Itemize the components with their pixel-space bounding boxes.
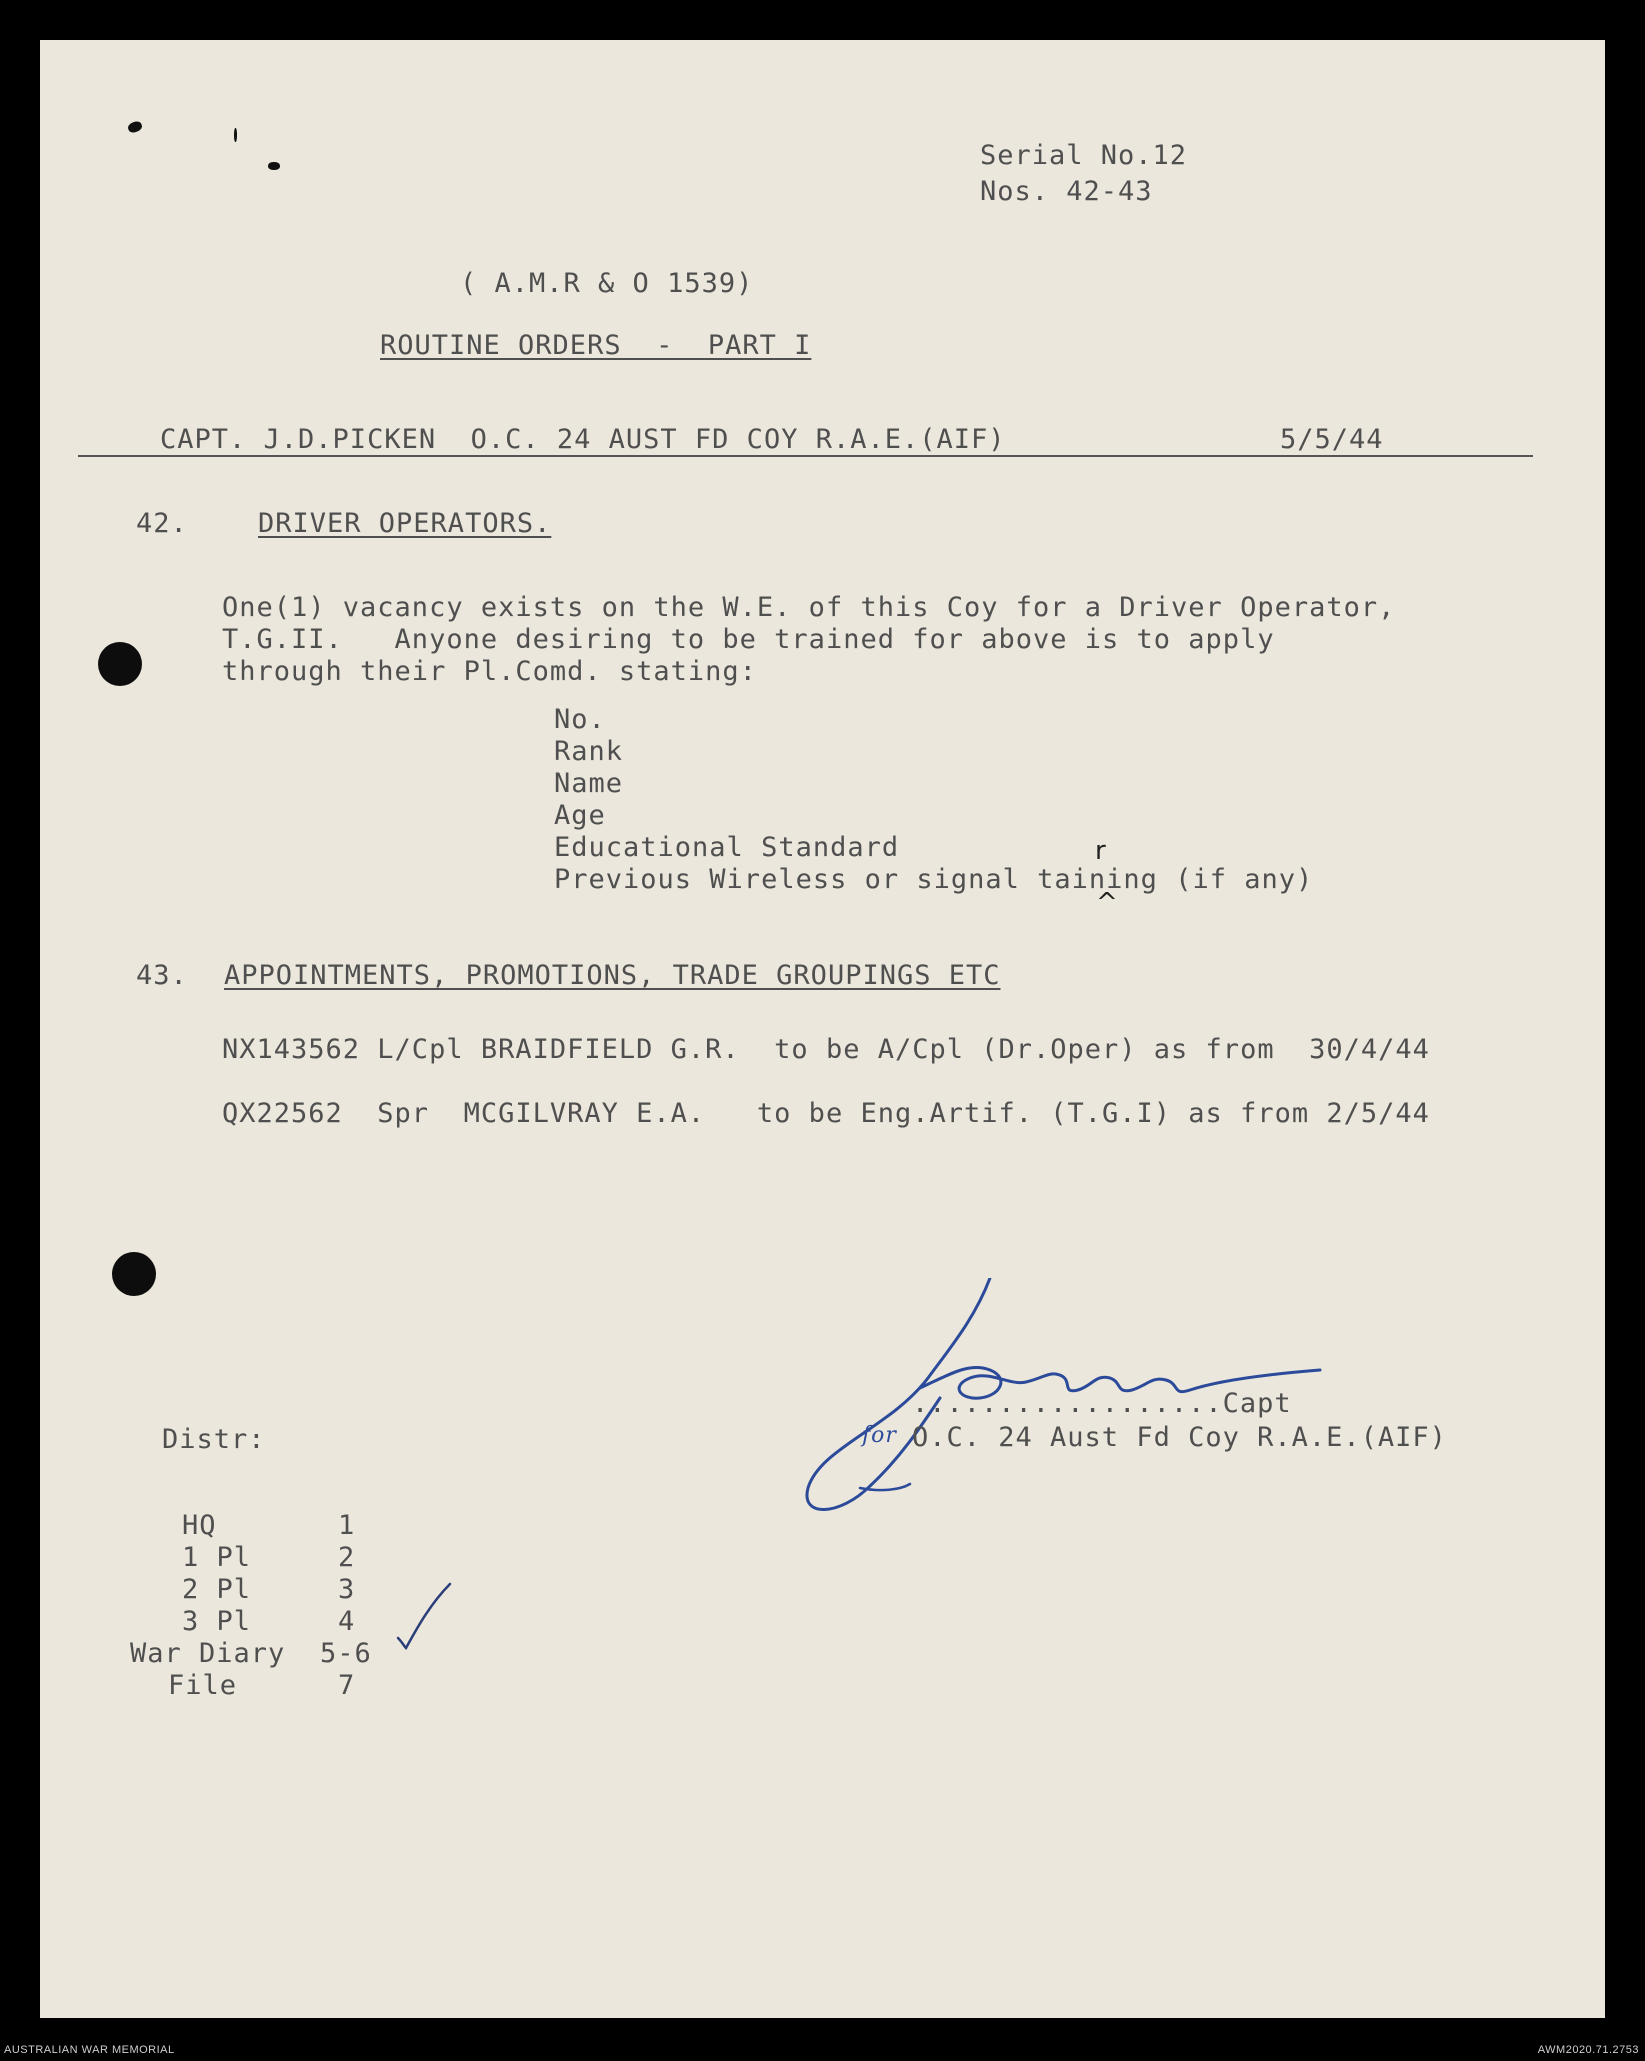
distribution-copies: 3 xyxy=(338,1574,356,1605)
distribution-copies: 5-6 xyxy=(320,1638,372,1669)
field-name: Previous Wireless or signal taining (if any) xyxy=(554,864,1314,895)
item-number: 43. xyxy=(136,960,188,991)
appointment-line: NX143562 L/Cpl BRAIDFIELD G.R. to be A/Cpl (Dr.Oper) as from 30/4/44 xyxy=(222,1034,1430,1065)
distribution-to: 1 Pl xyxy=(182,1542,252,1573)
distribution-to: War Diary xyxy=(130,1638,286,1669)
signature-dots: ..................Capt xyxy=(912,1388,1292,1419)
appointment-line: QX22562 Spr MCGILVRAY E.A. to be Eng.Artif. (T.G.I) as from 2/5/44 xyxy=(222,1098,1430,1129)
item-text-line: One(1) vacancy exists on the W.E. of this Coy for a Driver Operator, xyxy=(222,592,1396,623)
distribution-to: 2 Pl xyxy=(182,1574,252,1605)
distribution-copies: 2 xyxy=(338,1542,356,1573)
for-label: for xyxy=(862,1423,897,1448)
checkmark-icon xyxy=(388,1580,458,1660)
distribution-copies: 1 xyxy=(338,1510,356,1541)
document-page xyxy=(40,40,1605,2018)
order-numbers: Nos. 42-43 xyxy=(980,176,1153,207)
distribution-copies: 4 xyxy=(338,1606,356,1637)
item-number: 42. xyxy=(136,508,188,539)
punch-hole-bottom xyxy=(112,1252,156,1296)
serial-number: Serial No.12 xyxy=(980,140,1188,171)
punch-hole-top xyxy=(98,642,142,686)
ink-speck xyxy=(127,120,144,134)
distribution-to: 3 Pl xyxy=(182,1606,252,1637)
divider-rule xyxy=(78,455,1533,457)
ink-speck xyxy=(268,162,280,170)
insertion-caret-icon: ^ xyxy=(1096,888,1118,918)
field-name: No. xyxy=(554,704,606,735)
ink-speck xyxy=(234,128,237,142)
item-heading: APPOINTMENTS, PROMOTIONS, TRADE GROUPINGS ETC xyxy=(224,960,1001,991)
distribution-to: File xyxy=(168,1670,238,1701)
handwritten-insertion: r xyxy=(1095,836,1106,866)
item-text-line: T.G.II. Anyone desiring to be trained for above is to apply xyxy=(222,624,1275,655)
signatory-title: O.C. 24 Aust Fd Coy R.A.E.(AIF) xyxy=(912,1422,1447,1453)
item-heading: DRIVER OPERATORS. xyxy=(258,508,552,539)
field-name: Name xyxy=(554,768,624,799)
reference: ( A.M.R & O 1539) xyxy=(460,268,754,299)
distribution-label: Distr: xyxy=(162,1424,266,1455)
distribution-copies: 7 xyxy=(338,1670,356,1701)
field-name: Educational Standard xyxy=(554,832,900,863)
authority-line: CAPT. J.D.PICKEN O.C. 24 AUST FD COY R.A.E.(AIF) xyxy=(160,424,1006,455)
document-title: ROUTINE ORDERS - PART I xyxy=(380,330,812,361)
archive-reference: AWM2020.71.2753 xyxy=(1537,2044,1639,2056)
field-name: Age xyxy=(554,800,606,831)
order-date: 5/5/44 xyxy=(1280,424,1384,455)
item-text-line: through their Pl.Comd. stating: xyxy=(222,656,757,687)
distribution-to: HQ xyxy=(182,1510,217,1541)
archive-credit: AUSTRALIAN WAR MEMORIAL xyxy=(4,2044,175,2056)
field-name: Rank xyxy=(554,736,624,767)
